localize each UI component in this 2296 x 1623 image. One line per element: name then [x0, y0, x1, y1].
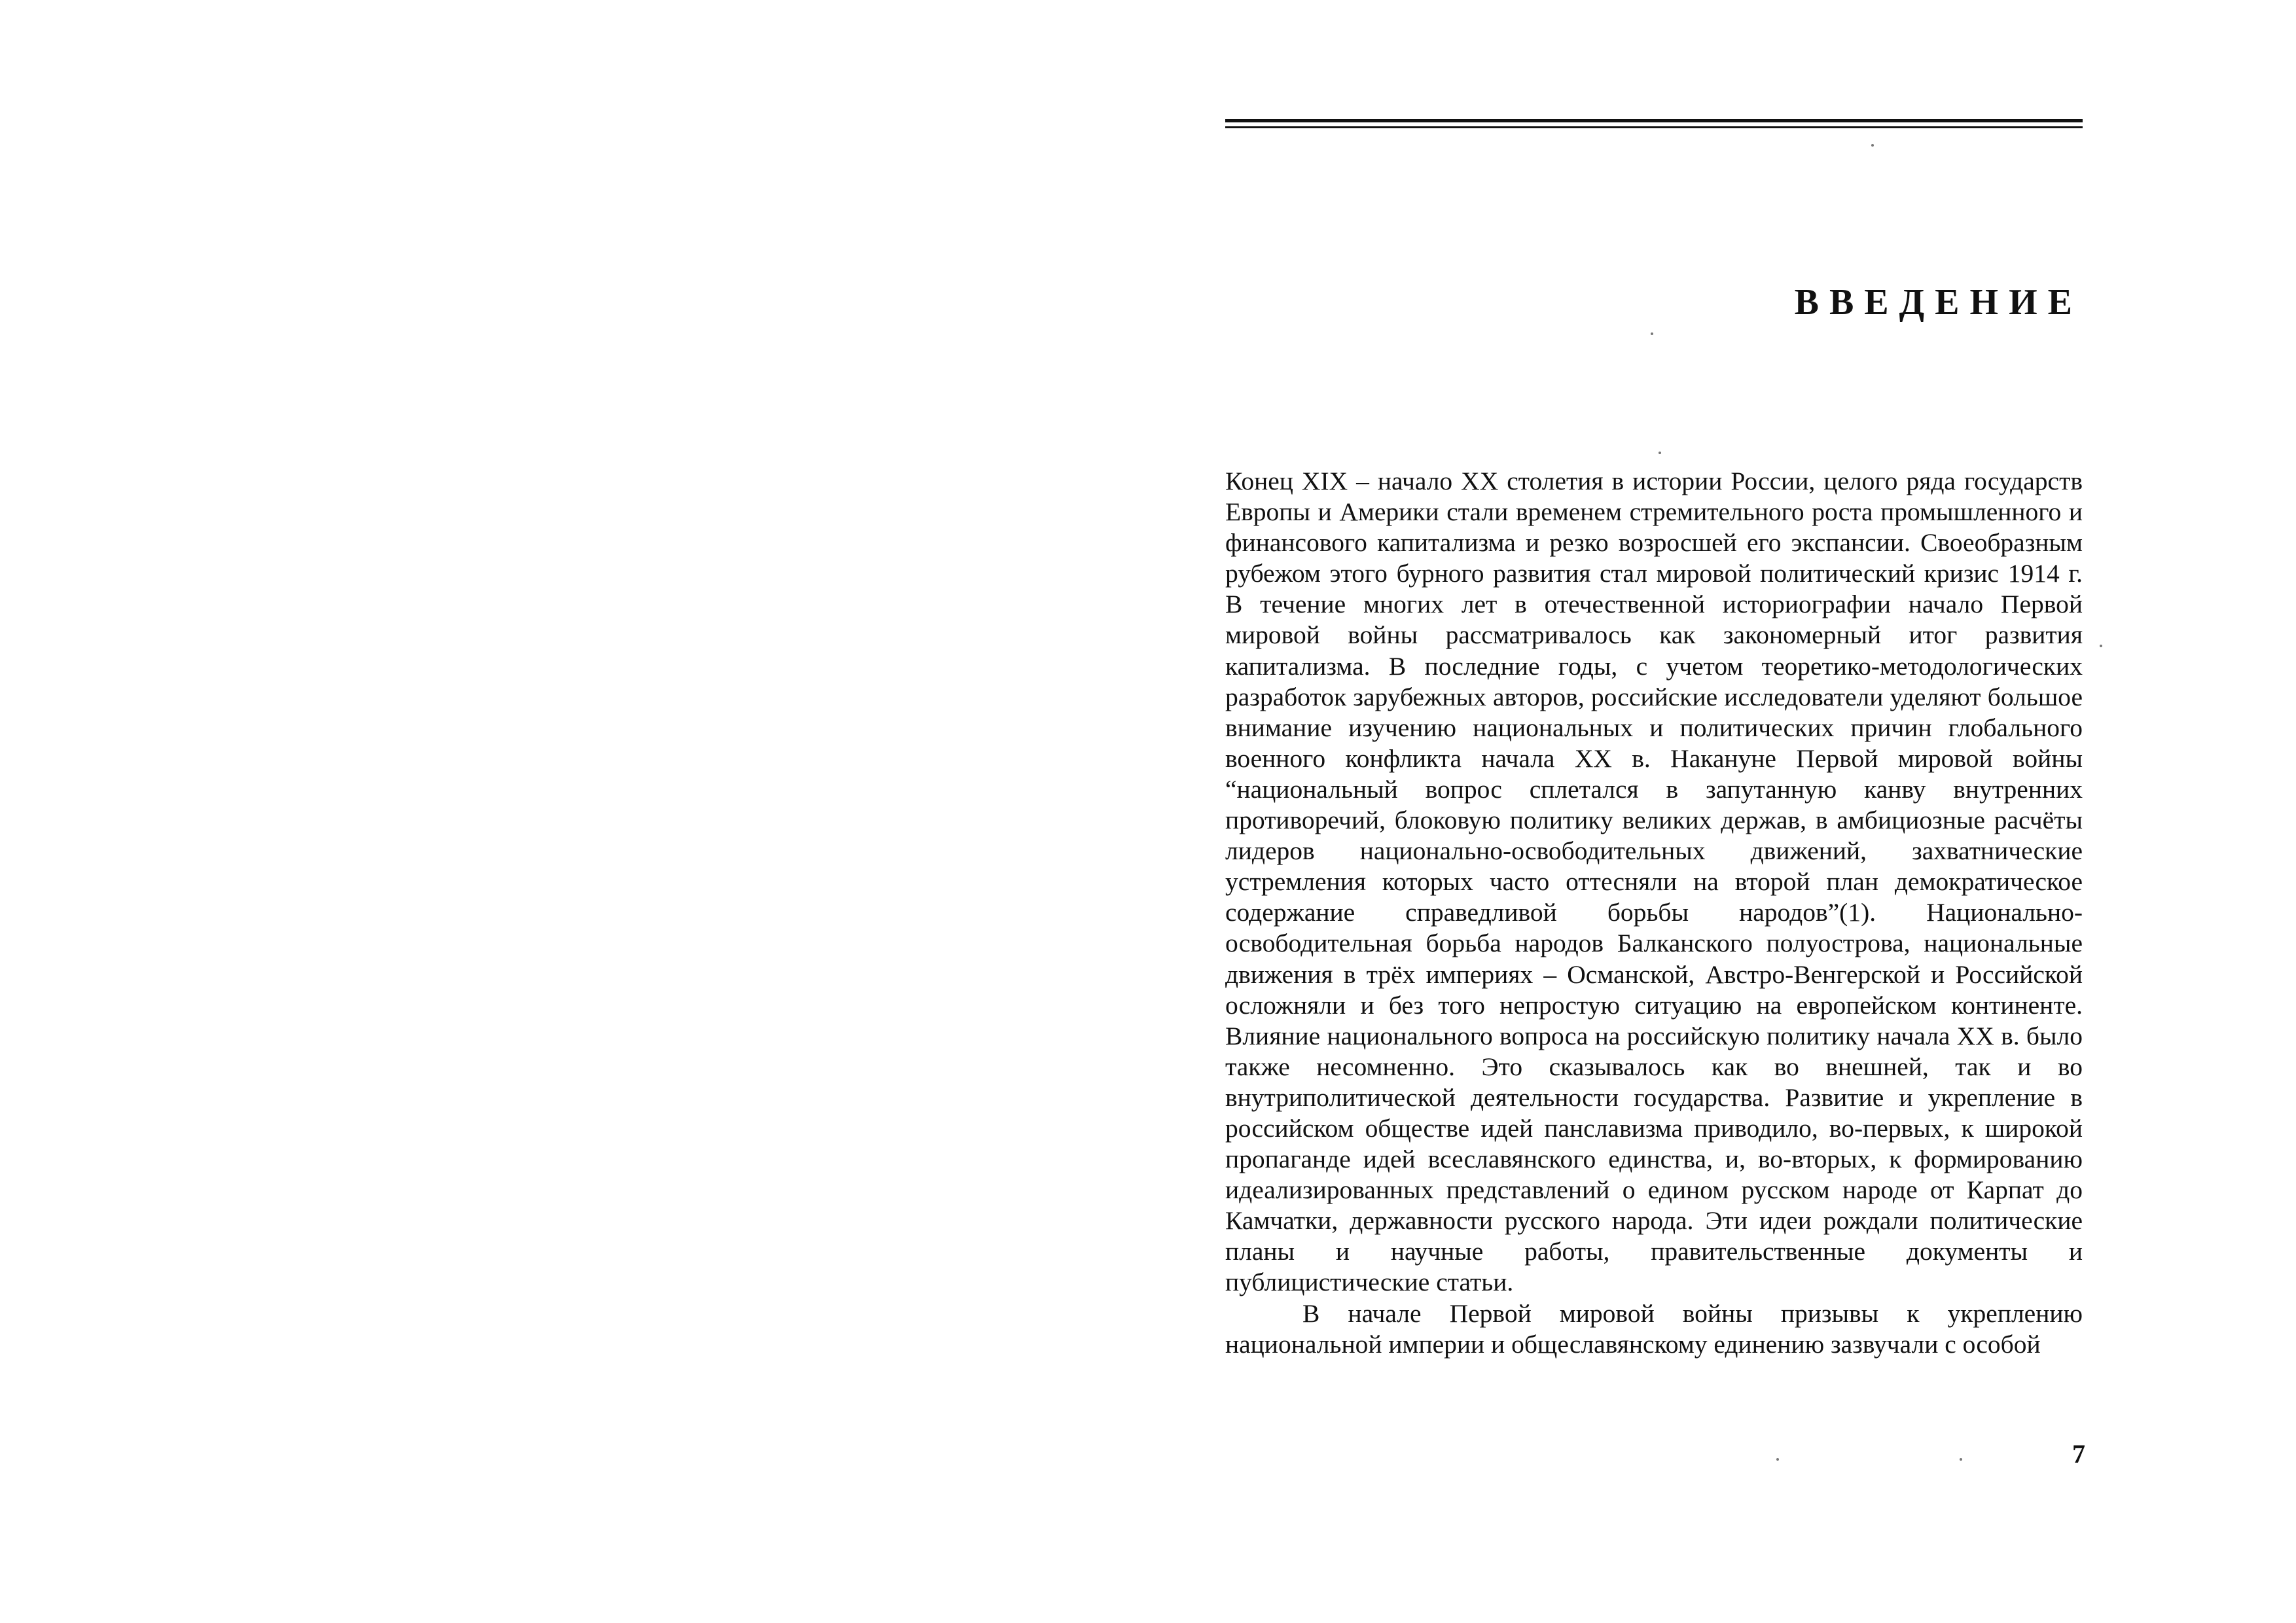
scan-speck — [1960, 1458, 1962, 1461]
body-text — [1225, 466, 2083, 1360]
body-paragraph-1: Конец XIX – начало XX столетия в истории России, целого ряда государств Европы и Америки стали временем стремительного роста промышленного и финансового капитализма и резко возросшей его экспансии. Своеобразным рубежом этого бурного развития стал мировой политический кризис 1914 г. В течение многих лет в отечественной историографии начало Первой мировой войны рассматривалось как закономерный итог развития капитализма. В последние годы, с учетом теоретико-методологических разработок зарубежных авторов, российские исследователи уделяют большое внимание изучению национальных и политических причин глобального военного конфликта начала XX в. Накануне Первой мировой войны “национальный вопрос сплетался в запутанную канву внутренних противоречий, блоковую политику великих держав, в амбициозные расчёты лидеров национально-освободительных движений, захватнические устремления которых часто оттесняли на второй план демократическое содержание справедливой борьбы народов”(1). Национально-освободительная борьба народов Балканского полуострова, национальные движения в трёх империях – Османской, Австро-Венгерской и Российской осложняли и без того непростую ситуацию на европейском континенте. Влияние национального вопроса на российскую политику начала XX в. было также несомненно. Это сказывалось как во внешней, так и во внутриполитической деятельности государства. Развитие и укрепление в российском обществе идей панславизма приводило, во-первых, к широкой пропаганде идей всеславянского единства, и, во-вторых, к формированию идеализированных представлений о едином русском народе от Карпат до Камчатки, державности русского народа. Эти идеи рождали политические планы и научные работы, правительственные документы и публицистические статьи. — [1225, 467, 2083, 1297]
header-rule-thin — [1225, 126, 2083, 128]
scan-speck — [1776, 1458, 1779, 1461]
scan-speck — [1871, 144, 1874, 147]
right-page — [1148, 0, 2296, 1623]
header-rule-thick — [1225, 119, 2083, 122]
page-number: 7 — [2072, 1439, 2085, 1469]
body-paragraph-2: В начале Первой мировой войны призывы к укреплению национальной империи и общеславянскому единению зазвучали с особой — [1225, 1298, 2083, 1359]
scan-speck — [2100, 645, 2102, 647]
header-double-rule — [1225, 119, 2083, 130]
chapter-title: ВВЕДЕНИЕ — [1794, 282, 2083, 323]
scan-speck — [1651, 332, 1653, 335]
scan-speck — [1659, 452, 1661, 454]
